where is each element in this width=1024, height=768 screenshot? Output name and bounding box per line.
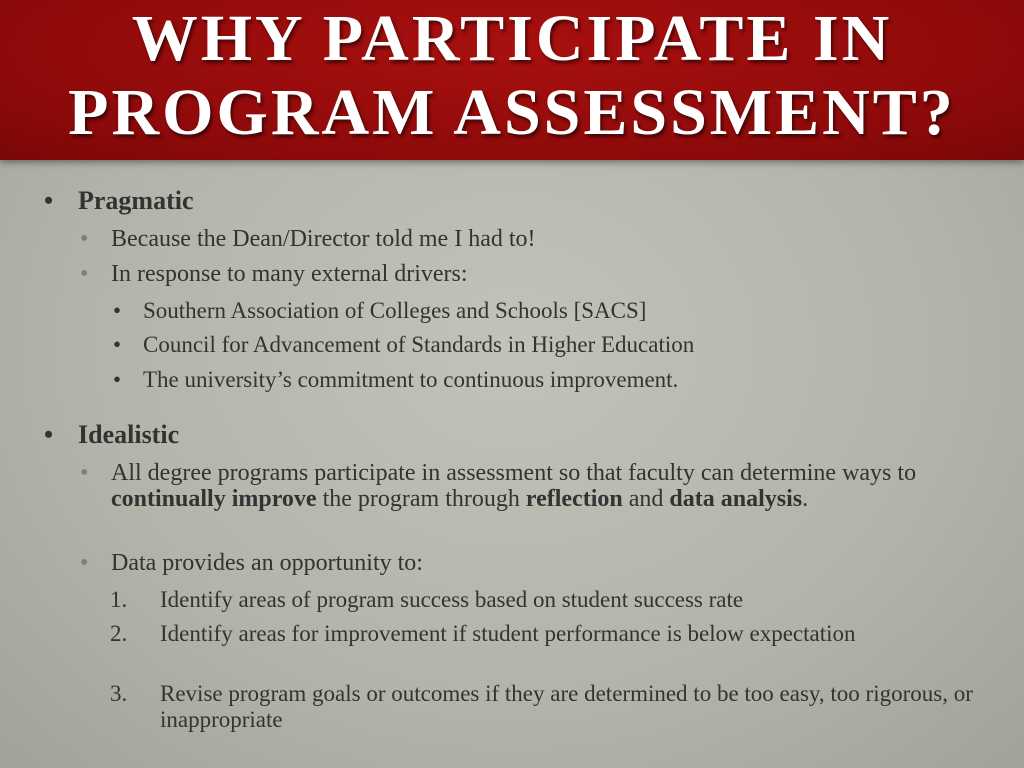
numbered-item-text: Identify areas of program success based on student success rate — [160, 587, 744, 612]
list-item-text: In response to many external drivers: — [111, 261, 468, 287]
emphasis-continually-improve: continually improve — [111, 486, 317, 512]
item-number: 3. — [110, 681, 128, 706]
bullet-marker: • — [44, 420, 54, 449]
sub-bullet-marker: • — [80, 460, 89, 486]
sub-bullet-marker: • — [80, 226, 89, 252]
text-run: All degree programs participate in assessment so that faculty can determine ways to — [111, 460, 917, 486]
driver-text: Southern Association of Colleges and Schools [SACS] — [143, 298, 647, 323]
bullet-marker: • — [113, 367, 122, 392]
section-heading-idealistic: Idealistic — [78, 420, 180, 449]
sub-bullet-marker: • — [80, 550, 89, 576]
emphasis-data-analysis: data analysis — [669, 486, 803, 512]
item-number: 1. — [110, 587, 128, 612]
text-run: the program through — [316, 486, 526, 512]
bullet-marker: • — [113, 298, 122, 323]
slide-title-line-2: PROGRAM ASSESSMENT? — [68, 76, 956, 149]
driver-text: The university’s commitment to continuous improvement. — [143, 367, 679, 392]
list-item-text: Because the Dean/Director told me I had to! — [111, 226, 536, 252]
numbered-item-text: Identify areas for improvement if student performance is below expectation — [160, 621, 856, 646]
text-run: . — [802, 486, 809, 512]
title-band — [0, 0, 1024, 160]
list-item-text — [111, 460, 991, 512]
emphasis-reflection: reflection — [525, 486, 623, 512]
section-heading-pragmatic: Pragmatic — [78, 186, 194, 215]
text-run: and — [622, 486, 670, 512]
item-number: 2. — [110, 621, 128, 646]
bullet-marker: • — [44, 186, 54, 215]
bullet-marker: • — [113, 332, 122, 357]
numbered-item-text: Revise program goals or outcomes if they are determined to be too easy, too rigorous, or inappropriate — [160, 681, 973, 732]
sub-bullet-marker: • — [80, 261, 89, 287]
slide-title — [0, 2, 1024, 150]
list-item-text: Data provides an opportunity to: — [111, 550, 423, 576]
driver-text: Council for Advancement of Standards in Higher Education — [143, 332, 695, 357]
slide-title-line-1: WHY PARTICIPATE IN — [131, 2, 893, 75]
